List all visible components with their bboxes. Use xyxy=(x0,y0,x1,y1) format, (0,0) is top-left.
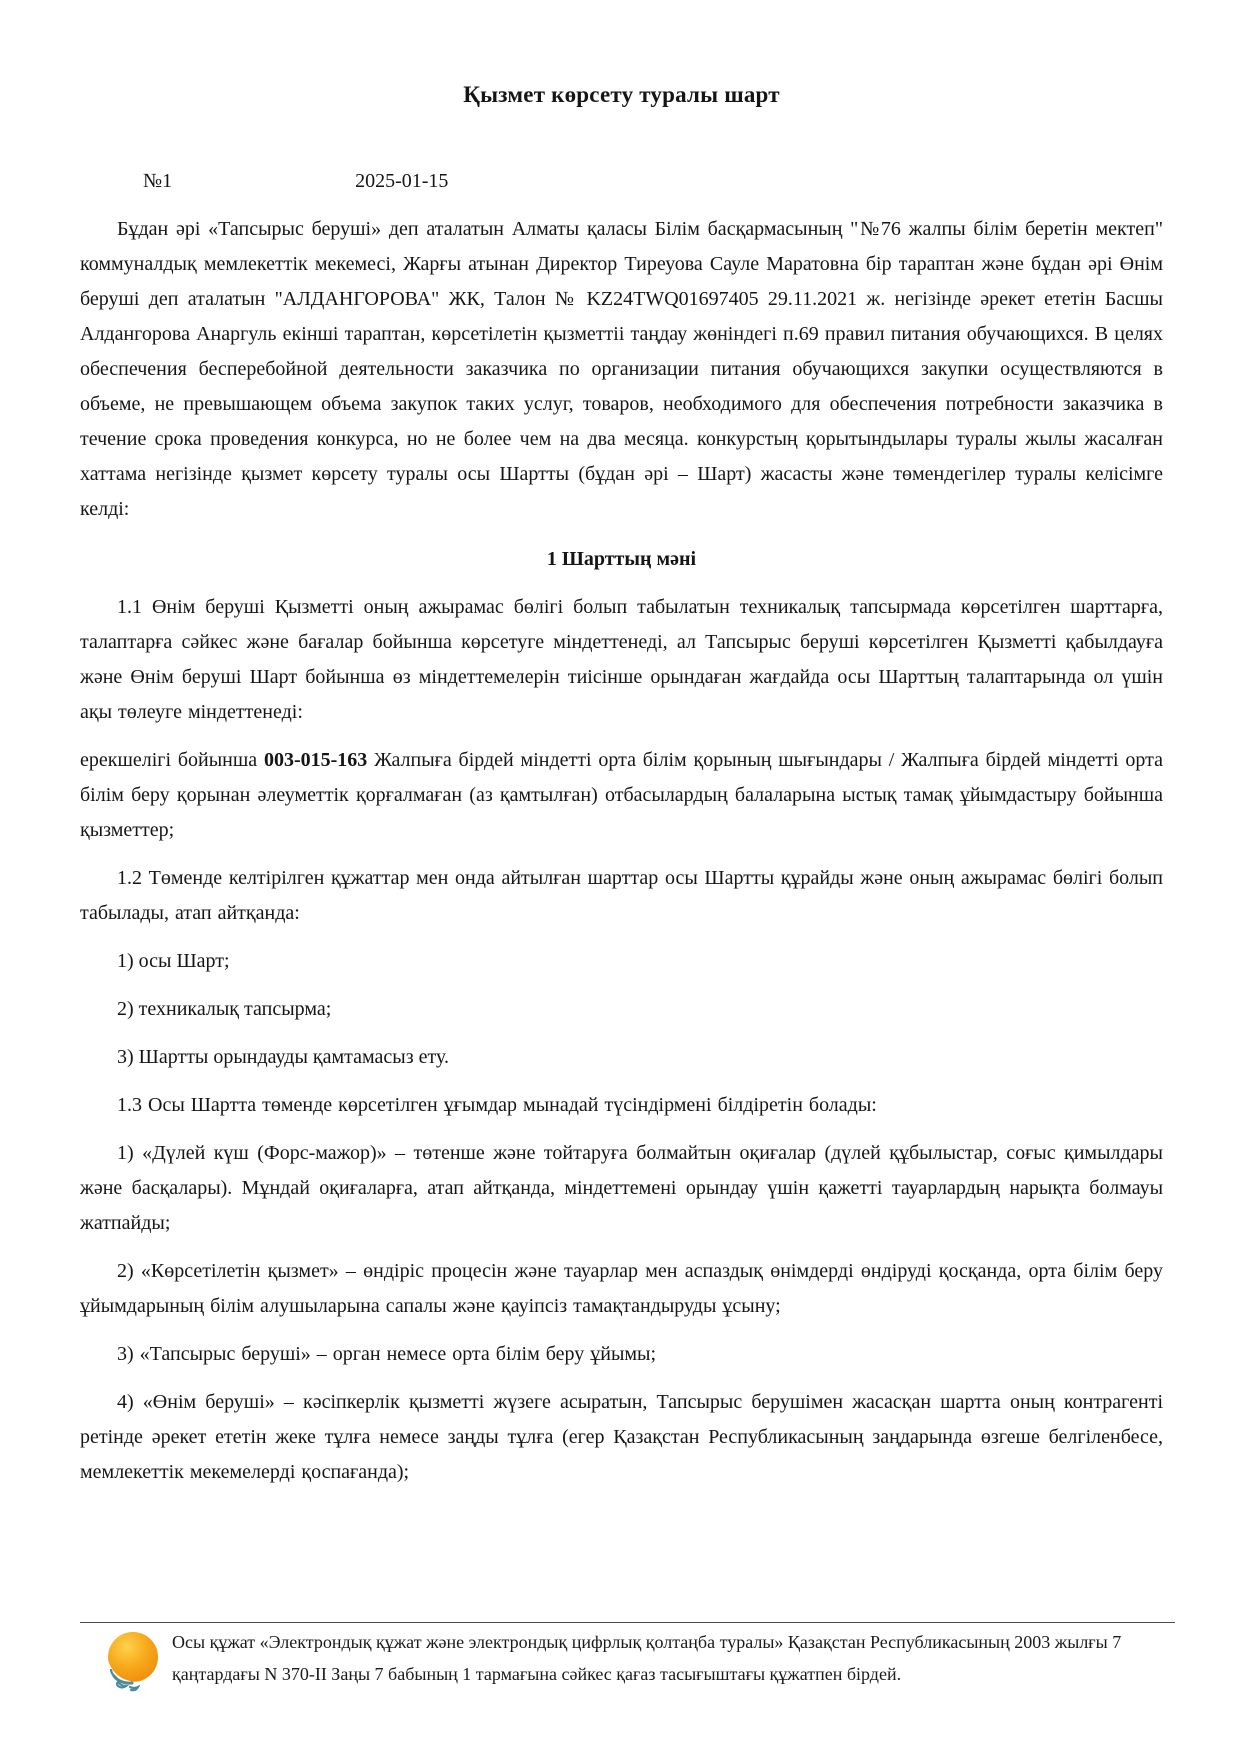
clause-1-1: 1.1 Өнім беруші Қызметті оның ажырамас бөлігі болып табылатын техникалық тапсырмада көрсетілген шарттарға, талаптарға сәйкес және бағалар бойынша көрсетуге міндеттенеді, ал Тапсырыс беруші көрсетілген Қызметті қабылдауға және Өнім беруші Шарт бойынша өз міндеттемелерін тиісінше орындаған жағдайда осы Шарттың талаптарында ол үшін ақы төлеуге міндеттенеді: xyxy=(80,596,1163,723)
lot-spec-prefix: ерекшелігі бойынша xyxy=(80,749,264,771)
clause-1-3: 1.3 Осы Шартта төменде көрсетілген ұғымдар мынадай түсіндірмені білдіретін болады: xyxy=(117,1094,877,1116)
egov-logo-icon xyxy=(100,1630,166,1700)
list-item-2: 2) техникалық тапсырма; xyxy=(117,998,332,1020)
page-title: Қызмет көрсету туралы шарт xyxy=(463,82,780,107)
list-item-3: 3) Шартты орындауды қамтамасыз ету. xyxy=(117,1046,449,1068)
intro-paragraph: Бұдан әрі «Тапсырыс беруші» деп аталатын Алматы қаласы Білім басқармасының "№76 жалпы білім беретін мектеп" коммуналдық мемлекеттік мекемесі, Жарғы атынан Директор Тиреуова Сауле Маратовна бір тараптан және бұдан әрі Өнім беруші деп аталатын "АЛДАНГОРОВА" ЖК, Талон № KZ24TWQ01697405 29.11.2021 ж. негізінде әрекет ететін Басшы Алдангорова Анаргуль екінші тараптан, көрсетілетін қызметтіі таңдау жөніндегі п.69 правил питания обучающихся. В целях обеспечения бесперебойной деятельности заказчика по организации питания обучающихся закупки осуществляются в объеме, не превышающем объема закупок таких услуг, товаров, необходимого для обеспечения потребности заказчика в течение срока проведения конкурса, но не более чем на два месяца. конкурстың қорытындылары туралы жылы жасалған хаттама негізінде қызмет көрсету туралы осы Шартты (бұдан әрі – Шарт) жасасты және төмендегілер туралы келісімге келді: xyxy=(80,218,1163,520)
document-meta-row xyxy=(80,164,1163,199)
lot-spec-suffix: Жалпыға бірдей міндетті орта білім қорының шығындары / Жалпыға бірдей міндетті орта білім беру қорынан әлеуметтік қорғалмаған (аз қамтылған) отбасылардың балаларына ыстық тамақ ұйымдастыру бойынша қызметтер; xyxy=(80,749,1163,841)
definition-3: 3) «Тапсырыс беруші» – орган немесе орта білім беру ұйымы; xyxy=(117,1343,657,1365)
clause-1-2: 1.2 Төменде келтірілген құжаттар мен онда айтылған шарттар осы Шартты құрайды және оның ажырамас бөлігі болып табылады, атап айтқанда: xyxy=(80,867,1163,924)
definition-1: 1) «Дүлей күш (Форс-мажор)» – төтенше және тойтаруға болмайтын оқиғалар (дүлей құбылыстар, соғыс қимылдары және басқалары). Мұндай оқиғаларға, атап айтқанда, міндеттемені орындау үшін қажетті тауарлардың нарықта болмауы жатпайды; xyxy=(80,1142,1163,1234)
list-item-1: 1) осы Шарт; xyxy=(117,950,230,972)
footer xyxy=(100,1626,1160,1700)
lot-specification-paragraph xyxy=(80,743,1163,848)
document-date: 2025-01-15 xyxy=(355,170,449,192)
definition-4: 4) «Өнім беруші» – кәсіпкерлік қызметті жүзеге асыратын, Тапсырыс берушімен жасасқан шартта оның контрагенті ретінде әрекет ететін жеке тұлға немесе заңды тұлға (егер Қазақстан Республикасының заңдарында өзгеше белгіленбесе, мемлекеттік мекемелерді қоспағанда); xyxy=(80,1391,1163,1483)
lot-code: 003-015-163 xyxy=(263,749,368,771)
section-1-heading: 1 Шарттың мәні xyxy=(546,548,697,570)
footer-divider xyxy=(80,1622,1175,1623)
document-number: №1 xyxy=(143,170,173,192)
definition-2: 2) «Көрсетілетін қызмет» – өндіріс процесін және тауарлар мен аспаздық өнімдерді өндіруді қосқанда, орта білім беру ұйымдарының білім алушыларына сапалы және қауіпсіз тамақтандыруды ұсыну; xyxy=(80,1260,1163,1317)
electronic-signature-disclaimer: Осы құжат «Электрондық құжат және электрондық цифрлық қолтаңба туралы» Қазақстан Республикасының 2003 жылғы 7 қаңтардағы N 370-II Заңы 7 бабының 1 тармағына сәйкес қағаз тасығыштағы құжатпен бірдей. xyxy=(172,1632,1122,1684)
